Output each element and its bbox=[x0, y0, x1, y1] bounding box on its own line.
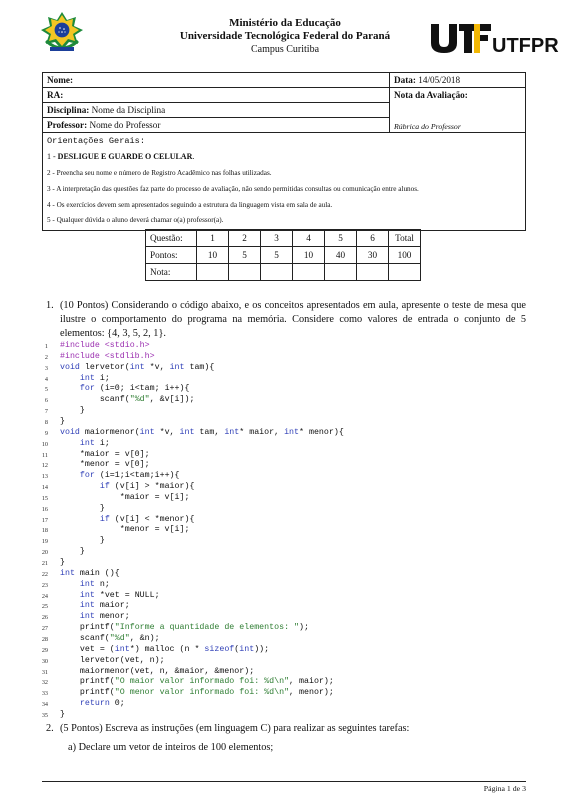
code-text: if (v[i] > *maior){ bbox=[99, 482, 195, 492]
nota-cell[interactable] bbox=[357, 264, 389, 281]
item-text: Declare um vetor de inteiros de 100 elementos; bbox=[78, 742, 274, 753]
line-number: 16 bbox=[41, 505, 48, 513]
line-number: 12 bbox=[41, 462, 48, 470]
code-text: vet = (int*) malloc (n * sizeof(int)); bbox=[60, 644, 270, 654]
line-number: 18 bbox=[41, 527, 48, 535]
disciplina-label: Disciplina: bbox=[47, 105, 90, 115]
nota-cell[interactable] bbox=[293, 264, 325, 281]
line-number: 8 bbox=[44, 418, 48, 426]
grades-table bbox=[145, 229, 421, 281]
nota-avaliacao-label: Nota da Avaliação: bbox=[394, 90, 468, 100]
code-text: } bbox=[60, 709, 65, 719]
code-text: int n; bbox=[79, 579, 110, 589]
line-number: 31 bbox=[41, 668, 48, 676]
data-cell bbox=[390, 73, 526, 88]
code-text: int maior; bbox=[79, 601, 130, 611]
nota-cell[interactable] bbox=[229, 264, 261, 281]
code-text: } bbox=[60, 406, 85, 416]
professor-label: Professor: bbox=[47, 120, 88, 130]
line-number: 17 bbox=[41, 516, 48, 524]
code-text: *menor = v[i]; bbox=[60, 525, 190, 535]
line-number: 3 bbox=[44, 364, 48, 372]
line-number: 25 bbox=[41, 603, 48, 611]
line-number: 24 bbox=[41, 592, 48, 600]
question-2 bbox=[46, 722, 526, 736]
code-text: int main (){ bbox=[60, 568, 120, 578]
pontos-value: 10 bbox=[293, 247, 325, 264]
code-text: printf("O maior valor informado foi: %d\n", maior); bbox=[60, 677, 334, 687]
line-number: 9 bbox=[44, 429, 48, 437]
ra-cell[interactable] bbox=[43, 88, 390, 103]
code-text: } bbox=[60, 558, 65, 567]
orientacoes-title: Orientações Gerais: bbox=[47, 136, 145, 146]
campus-title: Campus Curitiba bbox=[250, 44, 320, 55]
code-text: *maior = v[0]; bbox=[60, 449, 150, 459]
pontos-value: 10 bbox=[197, 247, 229, 264]
line-number: 34 bbox=[41, 701, 48, 709]
code-text: } bbox=[60, 503, 105, 513]
line-number: 7 bbox=[44, 408, 48, 416]
line-number: 13 bbox=[41, 473, 48, 481]
orientacao-item: 5 - Qualquer dúvida o aluno deverá chamar o(a) professor(a). bbox=[47, 216, 224, 224]
code-text: } bbox=[60, 547, 85, 557]
pontos-value: 40 bbox=[325, 247, 357, 264]
nota-row bbox=[146, 264, 421, 281]
code-text: maiormenor(vet, n, &maior, &menor); bbox=[60, 666, 255, 676]
code-text: scanf("%d", &v[i]); bbox=[60, 395, 195, 405]
utfpr-logo bbox=[430, 22, 559, 57]
nome-cell[interactable] bbox=[43, 73, 390, 88]
questao-number: 2 bbox=[229, 230, 261, 247]
questao-label: Questão: bbox=[146, 230, 197, 247]
code-text: for (i=0; i<tam; i++){ bbox=[79, 384, 190, 394]
code-text: printf("O menor valor informado foi: %d\n", menor); bbox=[60, 688, 334, 698]
nota-cell[interactable] bbox=[197, 264, 229, 281]
orientacoes-cell bbox=[43, 133, 526, 231]
page-number: Página 1 de 3 bbox=[483, 784, 526, 793]
code-text: } bbox=[60, 416, 65, 426]
code-text: void maiormenor(int *v, int tam, int* maior, int* menor){ bbox=[60, 427, 344, 437]
disciplina-value: Nome da Disciplina bbox=[91, 105, 166, 115]
orientacao-item: 3 - A interpretação das questões faz parte do processo de avaliação, não sendo permitidas consultas ou comunicação entre alunos. bbox=[47, 185, 419, 193]
code-text: int i; bbox=[79, 373, 110, 383]
line-number: 6 bbox=[44, 397, 48, 405]
rubrica-label: Rúbrica do Professor bbox=[394, 122, 461, 131]
university-title: Universidade Tecnológica Federal do Paraná bbox=[179, 30, 391, 42]
line-number: 4 bbox=[44, 375, 48, 383]
pontos-row bbox=[146, 247, 421, 264]
pontos-total: 100 bbox=[389, 247, 421, 264]
institution-header bbox=[140, 17, 430, 56]
code-text: #include <stdlib.h> bbox=[60, 351, 155, 361]
student-info-table bbox=[42, 72, 526, 231]
line-number: 15 bbox=[41, 494, 48, 502]
line-number: 28 bbox=[41, 635, 48, 643]
line-number: 35 bbox=[41, 711, 48, 719]
line-number: 1 bbox=[44, 343, 48, 350]
code-text: } bbox=[60, 536, 105, 546]
code-text: int i; bbox=[79, 438, 110, 448]
nota-total-cell[interactable] bbox=[389, 264, 421, 281]
questao-number: 6 bbox=[357, 230, 389, 247]
ministry-title: Ministério da Educação bbox=[229, 17, 341, 29]
line-number: 30 bbox=[41, 657, 48, 665]
disciplina-cell bbox=[43, 103, 390, 118]
code-text: scanf("%d", &n); bbox=[60, 633, 160, 643]
nota-cell[interactable] bbox=[325, 264, 357, 281]
line-number: 23 bbox=[41, 581, 48, 589]
code-text: for (i=1;i<tam;i++){ bbox=[79, 471, 180, 481]
code-text: lervetor(vet, n); bbox=[60, 655, 165, 665]
item-label: a) bbox=[68, 742, 76, 753]
code-text: #include <stdio.h> bbox=[60, 341, 150, 350]
line-number: 14 bbox=[41, 484, 48, 492]
line-number: 33 bbox=[41, 690, 48, 698]
line-number: 27 bbox=[41, 625, 48, 633]
line-number: 26 bbox=[41, 614, 48, 622]
question-1 bbox=[46, 299, 526, 341]
orientacao-item: 1 - DESLIGUE E GUARDE O CELULAR. bbox=[47, 152, 195, 161]
pontos-value: 30 bbox=[357, 247, 389, 264]
pontos-value: 5 bbox=[229, 247, 261, 264]
code-text: return 0; bbox=[79, 699, 125, 709]
line-number: 32 bbox=[41, 679, 48, 687]
line-number: 2 bbox=[44, 353, 48, 361]
question-text: (5 Pontos) Escreva as instruções (em linguagem C) para realizar as seguintes tarefas: bbox=[60, 723, 410, 734]
professor-cell bbox=[43, 118, 390, 133]
question-number: 2. bbox=[46, 723, 54, 734]
line-number: 21 bbox=[41, 560, 48, 567]
code-text: if (v[i] < *menor){ bbox=[99, 514, 195, 524]
footer-divider bbox=[42, 781, 526, 782]
line-number: 29 bbox=[41, 646, 48, 654]
code-text: int *vet = NULL; bbox=[79, 590, 160, 600]
data-label: Data: bbox=[394, 75, 416, 85]
brazil-coat-of-arms-icon bbox=[40, 11, 84, 55]
questao-total: Total bbox=[389, 230, 421, 247]
questao-number: 3 bbox=[261, 230, 293, 247]
code-text: printf("Informe a quantidade de elementos: "); bbox=[60, 623, 309, 633]
nome-label: Nome: bbox=[47, 75, 74, 85]
data-value: 14/05/2018 bbox=[418, 75, 461, 85]
pontos-value: 5 bbox=[261, 247, 293, 264]
question-text: (10 Pontos) Considerando o código abaixo, e os conceitos apresentados em aula, apresente o teste de mesa que ilustre o comportamento do programa na memória. Considere como valores de entrada o conjunto de 5 elementos: {4, 3, 5, 2, 1}. bbox=[60, 300, 526, 339]
line-number: 10 bbox=[41, 440, 48, 448]
questao-number: 4 bbox=[293, 230, 325, 247]
line-number: 22 bbox=[41, 570, 48, 578]
code-text: *menor = v[0]; bbox=[60, 460, 150, 470]
code-text: void lervetor(int *v, int tam){ bbox=[60, 362, 215, 372]
nota-cell bbox=[390, 88, 526, 133]
question-number: 1. bbox=[46, 300, 54, 311]
line-number: 11 bbox=[42, 451, 48, 459]
code-text: *maior = v[i]; bbox=[60, 492, 190, 502]
code-text: int menor; bbox=[79, 612, 130, 622]
nota-cell[interactable] bbox=[261, 264, 293, 281]
professor-value: Nome do Professor bbox=[89, 120, 161, 130]
pontos-label: Pontos: bbox=[146, 247, 197, 264]
orientacao-item: 2 - Preencha seu nome e número de Registro Acadêmico nas folhas utilizadas. bbox=[47, 169, 272, 177]
line-number: 5 bbox=[44, 386, 48, 394]
question-2-item-a bbox=[68, 741, 528, 755]
questao-number: 5 bbox=[325, 230, 357, 247]
utfpr-logo-text: UTFPR bbox=[492, 35, 559, 57]
ra-label: RA: bbox=[47, 90, 64, 100]
nota-label: Nota: bbox=[146, 264, 197, 281]
orientacao-item: 4 - Os exercícios devem sem apresentados seguindo a estrutura da linguagem vista em sala de aula. bbox=[47, 201, 333, 209]
questao-row bbox=[146, 230, 421, 247]
line-number: 19 bbox=[41, 538, 48, 546]
questao-number: 1 bbox=[197, 230, 229, 247]
line-number: 20 bbox=[41, 549, 48, 557]
